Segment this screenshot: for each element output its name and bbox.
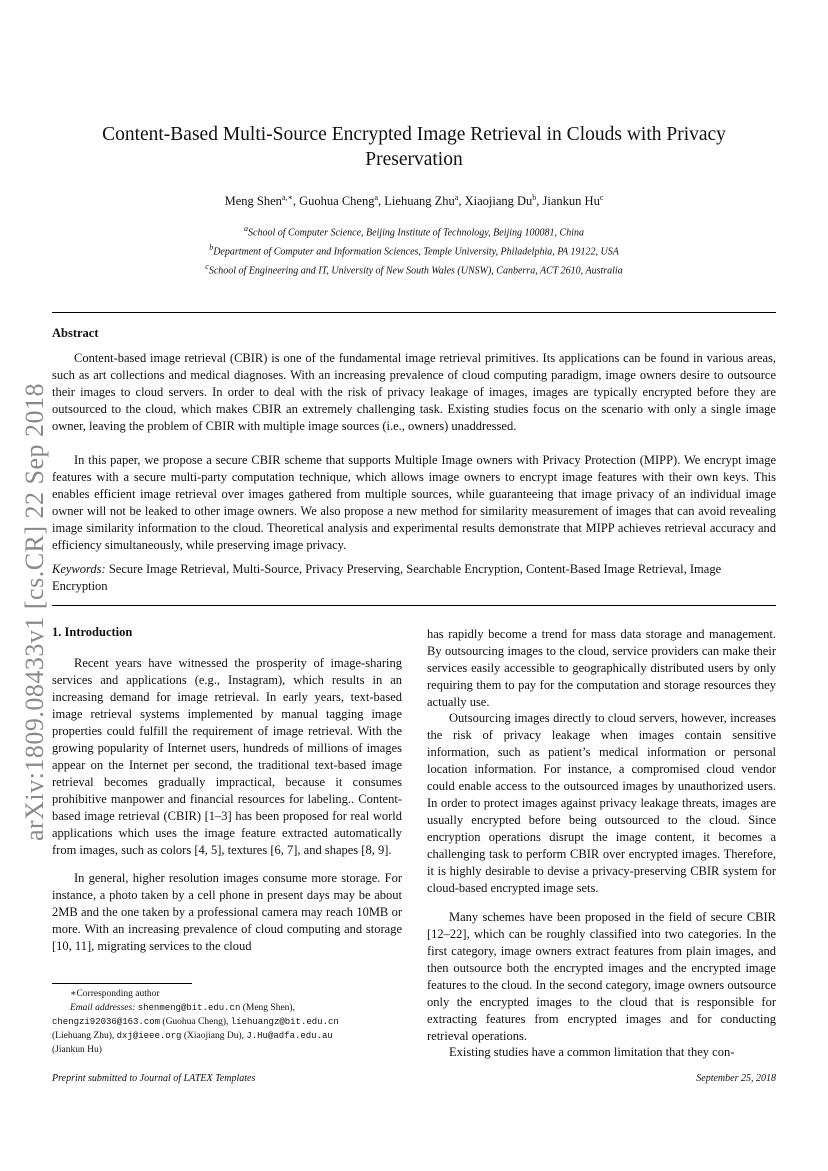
top-rule (52, 312, 776, 313)
title-line-2: Preservation (365, 149, 463, 170)
intro-paragraph-3: has rapidly become a trend for mass data storage and management. By outsourcing images to the cloud, service providers can make their services easily accessible to geographically distributed users by only requiring them to pay for the computation and storage resources they actually use. (427, 627, 776, 709)
intro-paragraph-1: Recent years have witnessed the prosperity of image-sharing services and applications (e.g., Instagram), which results in an increasing demand for image retrieval. In early years, text-based image retrieval systems implemented by manual tagging image properties could fulfill the requirement of image retrieval. With the growing popularity of Internet users, hundreds of millions of images appear on the Internet per second, the traditional text-based image retrieval becomes gradually impractical, because it consumes prohibitive manpower and financial resources for labeling.. Content-based image retrieval (CBIR) [1–3] has been proposed for real world applications which uses the image feature extracted automatically from images, such as colors [4, 5], textures [6, 7], and shapes [8, 9]. (52, 656, 402, 857)
email-link[interactable]: chengzi92036@163.com (52, 1017, 161, 1027)
email-link[interactable]: shenmeng@bit.edu.cn (137, 1003, 241, 1013)
abstract-paragraph-2: In this paper, we propose a secure CBIR scheme that supports Multiple Image owners with Privacy Protection (MIPP). We encrypt image features with a secure multi-party computation technique, which allows image owners to encrypt image features with their own keys. This enables efficient image retrieval over images gathered from multiple sources, while guaranteeing that image privacy of an individual image owner will not be leaked to other image owners. We also propose a new method for similarity measurement of images that can avoid revealing image similarity information to the cloud. Theoretical analysis and experimental results demonstrate that MIPP achieves retrieval accuracy and efficiency simultaneously, while preserving image privacy. (52, 453, 776, 552)
abstract-heading: Abstract (52, 326, 99, 340)
section-heading: 1. Introduction (52, 625, 133, 639)
footnote (52, 987, 402, 1057)
abstract-paragraph-1: Content-based image retrieval (CBIR) is one of the fundamental image retrieval primitives. Its applications can be found in various areas, such as art collections and medical diagnoses. With an increasing prevalence of cloud computing paradigm, image owners desire to outsource their images to cloud servers. In order to deal with the risk of privacy leakage of images, images are typically encrypted before they are outsourced to the cloud, which makes CBIR an extremely challenging task. Existing studies focus on the scenario with only a single image owner, leaving the problem of CBIR with multiple image sources (i.e., owners) unaddressed. (52, 351, 776, 433)
author: Liehuang Zhu$^a$ (384, 193, 459, 209)
author: Xiaojiang Du$^b$ (464, 193, 537, 209)
affiliations (60, 222, 768, 278)
intro-paragraph-6: Existing studies have a common limitation that they con- (449, 1045, 735, 1059)
footnote-email-line-4: (Jiankun Hu) (52, 1045, 102, 1055)
email-link[interactable]: liehuangz@bit.edu.cn (230, 1017, 339, 1027)
author: Guohua Cheng$^a$ (299, 193, 379, 209)
keywords-label: Keywords: (52, 562, 106, 576)
footer-date: September 25, 2018 (696, 1073, 776, 1084)
author-list: Meng Shen$^{a,∗}$, Guohua Cheng$^a$, Liehuang Zhu$^a$, Xiaojiang Du$^b$, Jiankun Hu$^c$ (224, 193, 604, 209)
affiliation: $^b$Department of Computer and Information Sciences, Temple University, Philadelphia, PA 19122, USA (209, 242, 619, 258)
affiliation: $^a$School of Computer Science, Beijing Institute of Technology, Beijing 100081, China (244, 224, 584, 239)
intro-paragraph-5: Many schemes have been proposed in the field of secure CBIR [12–22], which can be roughly classified into two categories. In the first category, image owners extract features from plain images, and then outsource both the encrypted images and the encrypted image features to the cloud. In the second category, image owners outsource only the encrypted images to the cloud that is responsible for extracting features from encrypted images and for conducting retrieval operations. (427, 910, 776, 1043)
title-line-1: Content-Based Multi-Source Encrypted Image Retrieval in Clouds with Privacy (102, 124, 726, 145)
email-link[interactable]: J.Hu@adfa.edu.au (246, 1031, 333, 1041)
paper-title (60, 122, 768, 172)
author: Jiankun Hu$^c$ (542, 193, 604, 209)
email-link[interactable]: dxj@ieee.org (116, 1031, 182, 1041)
footnote-rule (52, 983, 192, 984)
footnote-corresponding: ∗Corresponding author (70, 989, 160, 999)
bottom-rule (52, 605, 776, 606)
keywords-text: Secure Image Retrieval, Multi-Source, Privacy Preserving, Searchable Encryption, Content-Based Image Retrieval, Image Encryption (52, 562, 722, 593)
keywords (52, 561, 776, 595)
footnote-email-line-1: Email addresses: shenmeng@bit.edu.cn (Meng Shen), (70, 1003, 295, 1013)
arxiv-stamp: arXiv:1809.08433v1 [cs.CR] 22 Sep 2018 (20, 382, 49, 842)
affiliation: $^c$School of Engineering and IT, University of New South Wales (UNSW), Canberra, ACT 2610, Australia (205, 261, 623, 276)
footnote-email-line-3: (Liehuang Zhu), dxj@ieee.org (Xiaojiang Du), J.Hu@adfa.edu.au (52, 1031, 333, 1041)
footer-journal: Preprint submitted to Journal of LATEX Templates (52, 1073, 256, 1084)
author: Meng Shen$^{a,∗}$ (224, 193, 293, 209)
footnote-email-line-2: chengzi92036@163.com (Guohua Cheng), liehuangz@bit.edu.cn (52, 1017, 339, 1027)
intro-paragraph-2: In general, higher resolution images consume more storage. For instance, a photo taken by a cell phone in present days may be about 2MB and the one taken by a professional camera may reach 10MB or more. With an increasing prevalence of cloud computing and storage [10, 11], migrating services to the cloud (52, 871, 402, 953)
intro-paragraph-4: Outsourcing images directly to cloud servers, however, increases the risk of privacy leakage when images contain sensitive information, such as patient’s medical information or personal location information. For instance, a compromised cloud vendor could enable access to the outsourced images by unauthorized users. In order to protect images against privacy leakage threats, images are usually encrypted before being outsourced to the cloud. Since encryption operations disrupt the image content, it becomes a challenging task to perform CBIR over encrypted images. Therefore, it is highly desirable to devise a privacy-preserving CBIR system for cloud-based encrypted image sets. (427, 711, 776, 895)
